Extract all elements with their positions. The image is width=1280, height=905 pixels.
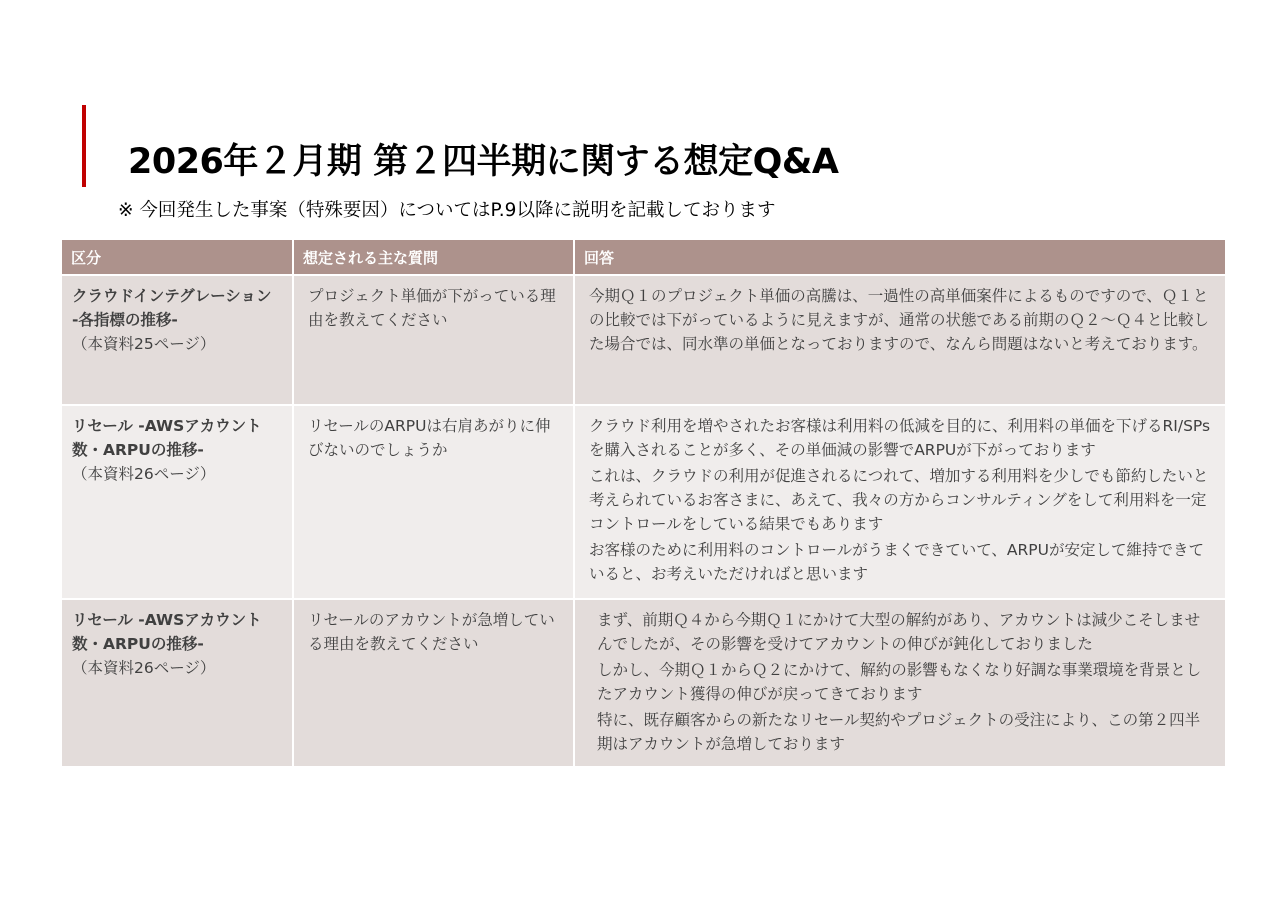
question-cell: リセールのARPUは右肩あがりに伸びないのでしょうか (293, 405, 574, 599)
page-note: ※ 今回発生した事案（特殊要因）についてはP.9以降に説明を記載しております (118, 200, 776, 221)
category-reference: （本資料26ページ） (72, 659, 216, 677)
answer-paragraph: お客様のために利用料のコントロールがうまくできていて、ARPUが安定して維持できていると、お考えいただければと思います (589, 541, 1204, 583)
category-reference: （本資料26ページ） (72, 465, 216, 483)
table-row (62, 275, 1225, 405)
header-question: 想定される主な質問 (293, 240, 574, 275)
category-title: リセール -AWSアカウント数・ARPUの推移- (72, 611, 262, 653)
category-cell (62, 599, 293, 766)
answer-paragraph: 今期Ｑ１のプロジェクト単価の高騰は、一過性の高単価案件によるものですので、Ｑ１との比較では下がっているように見えますが、通常の状態である前期のＱ２～Ｑ４と比較した場合では、同水準の単価となっておりますので、なんら問題はないと考えております。 (589, 287, 1210, 353)
answer-paragraph: クラウド利用を増やされたお客様は利用料の低減を目的に、利用料の単価を下げるRI/SPsを購入されることが多く、その単価減の影響でARPUが下がっております (589, 417, 1211, 459)
category-cell (62, 405, 293, 599)
category-reference: （本資料25ページ） (72, 335, 216, 353)
title-accent-bar (82, 105, 86, 187)
answer-cell (574, 405, 1225, 599)
page-title: 2026年２月期 第２四半期に関する想定Q&A (128, 142, 839, 182)
header-category: 区分 (62, 240, 293, 275)
table-header-row (62, 240, 1225, 275)
answer-paragraph: これは、クラウドの利用が促進されるにつれて、増加する利用料を少しでも節約したいと考えられているお客さまに、あえて、我々の方からコンサルティングをして利用料を一定コントロールをしている結果でもあります (589, 467, 1209, 533)
answer-cell (574, 275, 1225, 405)
table-row (62, 599, 1225, 766)
header-answer: 回答 (574, 240, 1225, 275)
category-title: クラウドインテグレーション -各指標の推移- (72, 287, 272, 329)
question-cell: リセールのアカウントが急増している理由を教えてください (293, 599, 574, 766)
answer-paragraph: しかし、今期Ｑ１からＱ２にかけて、解約の影響もなくなり好調な事業環境を背景としたアカウント獲得の伸びが戻ってきております (597, 661, 1202, 703)
answer-paragraph: 特に、既存顧客からの新たなリセール契約やプロジェクトの受注により、この第２四半期はアカウントが急増しております (597, 711, 1201, 753)
category-title: リセール -AWSアカウント数・ARPUの推移- (72, 417, 262, 459)
qa-table (62, 240, 1225, 766)
answer-paragraph: まず、前期Ｑ４から今期Ｑ１にかけて大型の解約があり、アカウントは減少こそしませんでしたが、その影響を受けてアカウントの伸びが鈍化しておりました (597, 611, 1201, 653)
table-row (62, 405, 1225, 599)
answer-cell (574, 599, 1225, 766)
question-cell: プロジェクト単価が下がっている理由を教えてください (293, 275, 574, 405)
category-cell (62, 275, 293, 405)
